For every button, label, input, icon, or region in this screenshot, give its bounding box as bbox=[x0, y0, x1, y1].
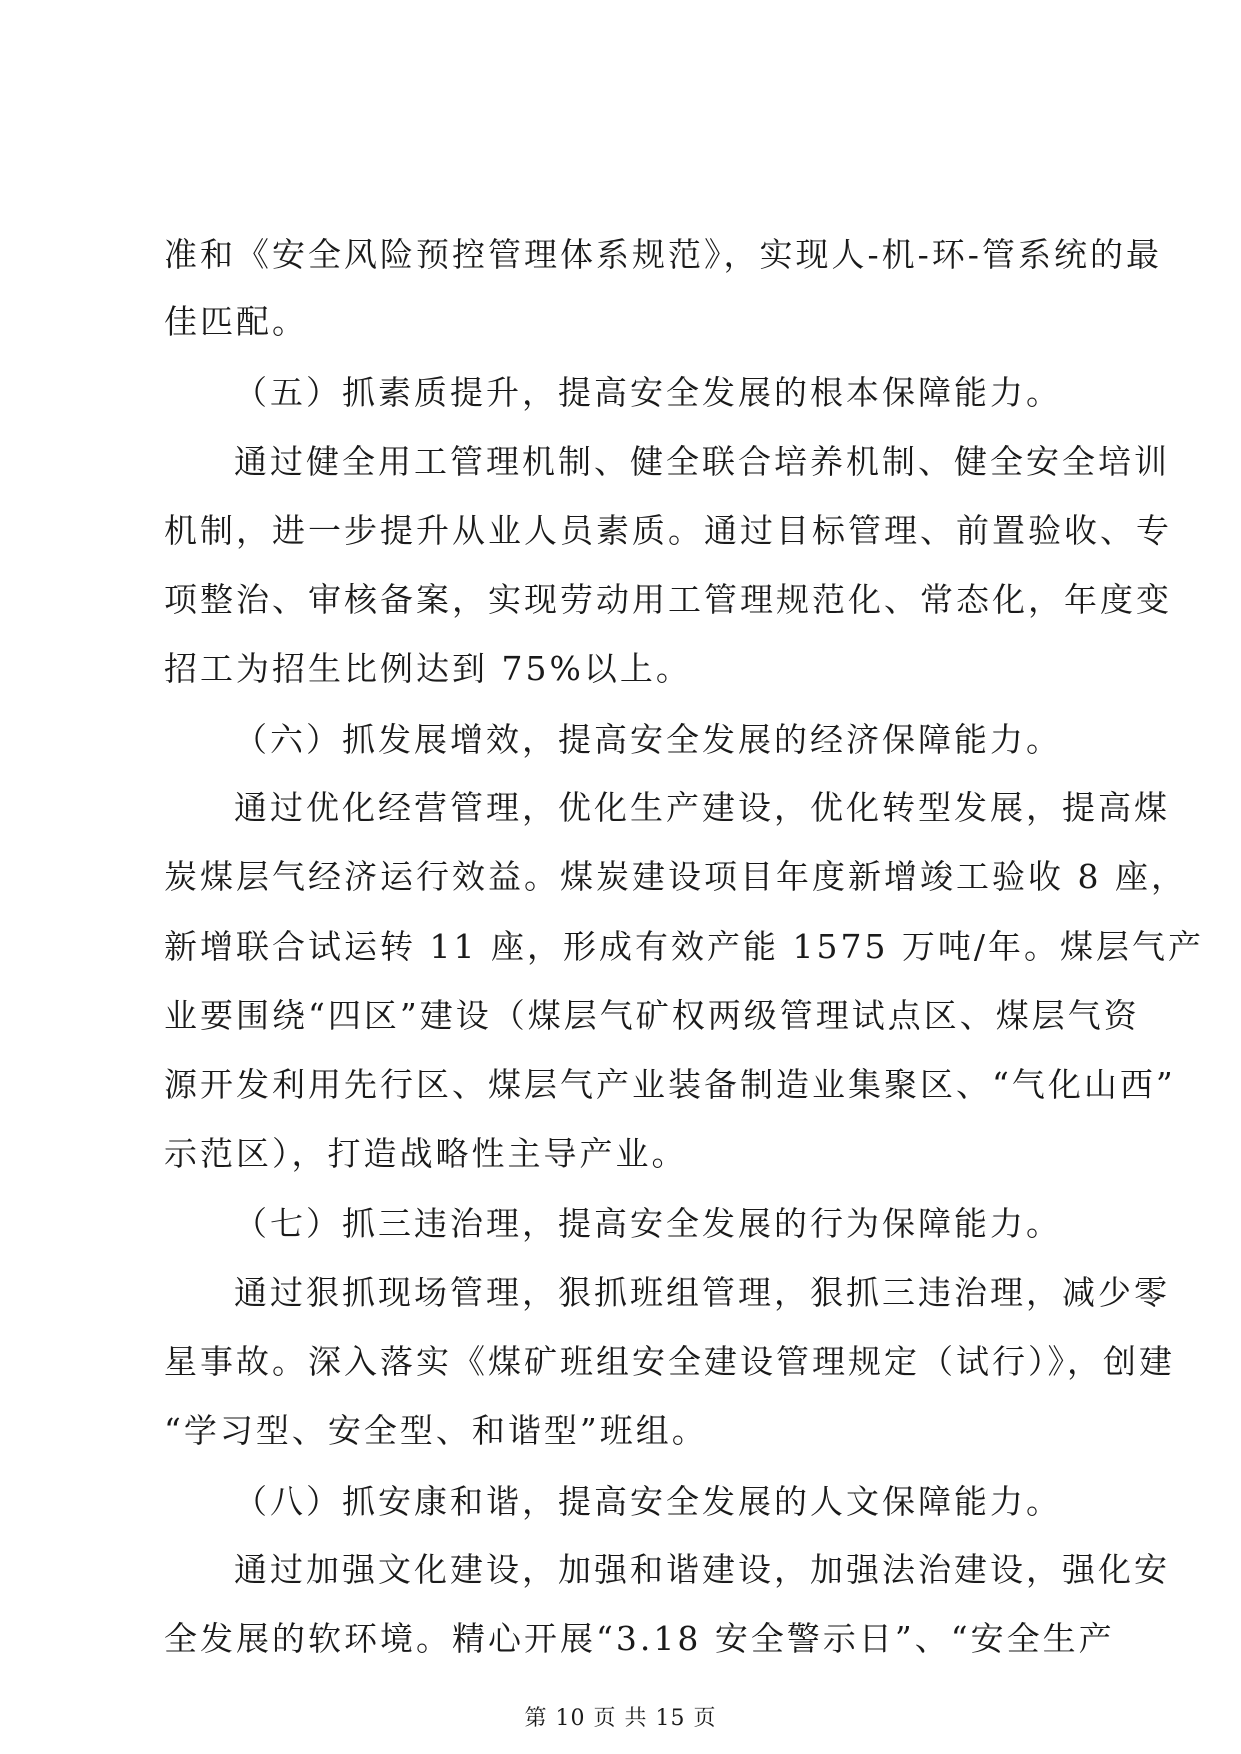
body-line: 通过优化经营管理，优化生产建设，优化转型发展，提高煤 bbox=[234, 788, 1170, 827]
body-line: 全发展的软环境。精心开展“3.18 安全警示日”、“安全生产 bbox=[164, 1619, 1115, 1658]
body-line: 新增联合试运转 11 座，形成有效产能 1575 万吨/年。煤层气产 bbox=[164, 927, 1205, 966]
page-footer: 第 10 页 共 15 页 bbox=[524, 1706, 717, 1731]
body-line: 佳匹配。 bbox=[164, 302, 308, 341]
section-heading: （八）抓安康和谐，提高安全发展的人文保障能力。 bbox=[234, 1482, 1062, 1521]
body-line: 示范区），打造战略性主导产业。 bbox=[164, 1134, 688, 1173]
body-line: 业要围绕“四区”建设（煤层气矿权两级管理试点区、煤层气资 bbox=[164, 996, 1140, 1035]
body-line: 招工为招生比例达到 75%以上。 bbox=[164, 649, 692, 688]
body-line: 源开发利用先行区、煤层气产业装备制造业集聚区、“气化山西” bbox=[164, 1065, 1176, 1104]
body-line: 通过加强文化建设，加强和谐建设，加强法治建设，强化安 bbox=[234, 1550, 1170, 1589]
body-line: 星事故。深入落实《煤矿班组安全建设管理规定（试行）》，创建 bbox=[164, 1342, 1175, 1381]
body-line: 炭煤层气经济运行效益。煤炭建设项目年度新增竣工验收 8 座， bbox=[164, 857, 1187, 896]
section-heading: （五）抓素质提升，提高安全发展的根本保障能力。 bbox=[234, 373, 1062, 412]
section-heading: （七）抓三违治理，提高安全发展的行为保障能力。 bbox=[234, 1204, 1062, 1243]
section-heading: （六）抓发展增效，提高安全发展的经济保障能力。 bbox=[234, 720, 1062, 759]
body-line: 机制，进一步提升从业人员素质。通过目标管理、前置验收、专 bbox=[164, 511, 1172, 550]
body-line: 项整治、审核备案，实现劳动用工管理规范化、常态化，年度变 bbox=[164, 580, 1172, 619]
body-line: 通过狠抓现场管理，狠抓班组管理，狠抓三违治理，减少零 bbox=[234, 1273, 1170, 1312]
body-line: 准和《安全风险预控管理体系规范》，实现人-机-环-管系统的最 bbox=[164, 235, 1162, 274]
body-line: 通过健全用工管理机制、健全联合培养机制、健全安全培训 bbox=[234, 442, 1170, 481]
body-line: “学习型、安全型、和谐型”班组。 bbox=[164, 1411, 708, 1450]
